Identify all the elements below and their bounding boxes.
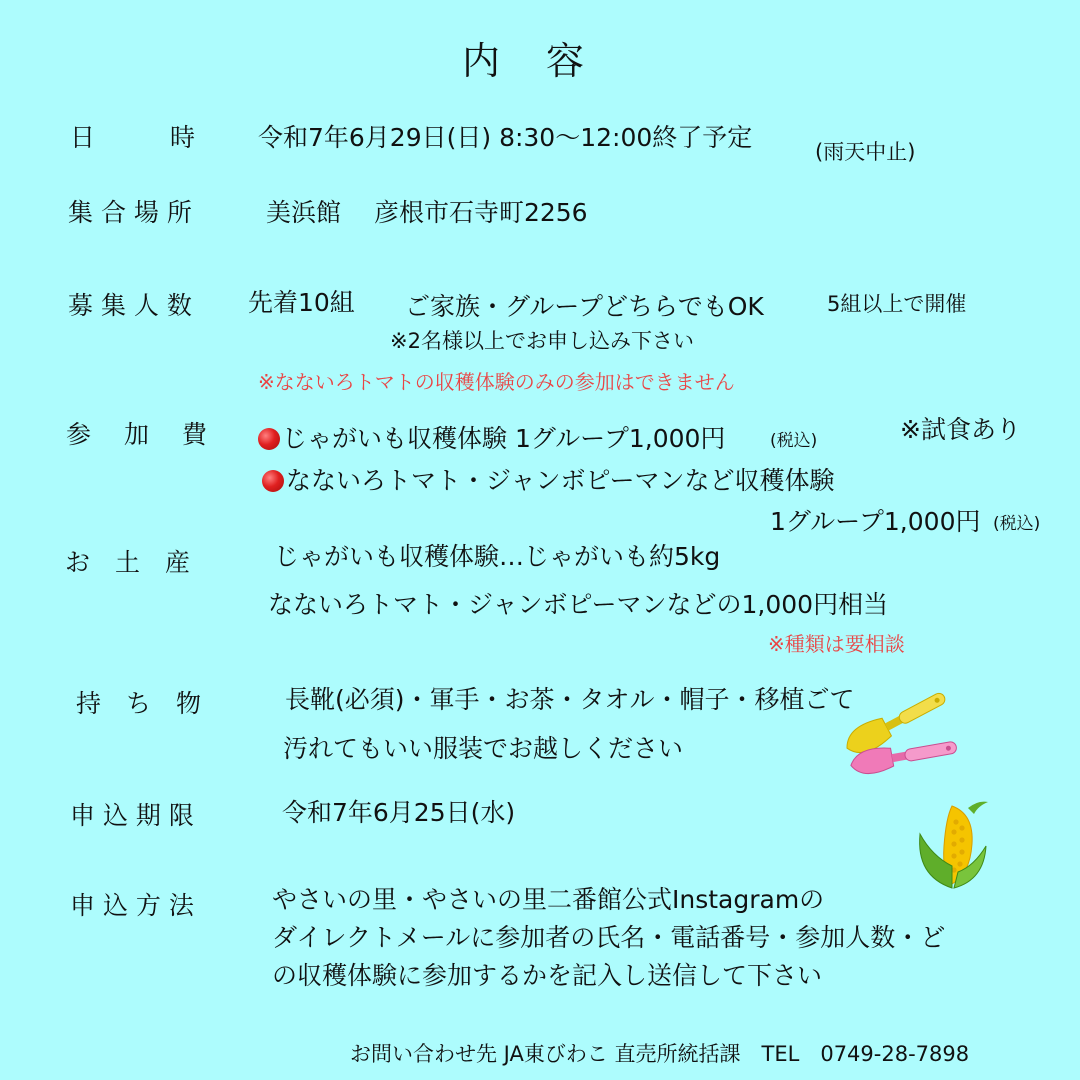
schedule-label: 日 時 xyxy=(70,123,196,152)
capacity-label: 募 集 人 数 xyxy=(68,291,192,320)
fee-label: 参 加 費 xyxy=(66,420,207,449)
page-title: 内 容 xyxy=(462,39,589,83)
deadline-label: 申 込 期 限 xyxy=(70,801,194,830)
fee-item2-price: 1グループ1,000円 xyxy=(770,507,981,536)
method-line1: やさいの里・やさいの里二番館公式Instagramの xyxy=(272,885,825,914)
capacity-groups: ご家族・グループどちらでもOK xyxy=(405,292,764,321)
contact-info: お問い合わせ先 JA東びわこ 直売所統括課 TEL 0749-28-7898 xyxy=(350,1042,970,1066)
schedule-note: (雨天中止) xyxy=(815,140,916,164)
capacity-note: ※2名様以上でお申し込み下さい xyxy=(390,329,694,353)
belongings-line2: 汚れてもいい服装でお越しください xyxy=(283,734,684,763)
belongings-line1: 長靴(必須)・軍手・お茶・タオル・帽子・移植ごて xyxy=(285,685,855,714)
belongings-label: 持 ち 物 xyxy=(76,689,202,718)
souvenir-line1: じゃがいも収穫体験…じゃがいも約5kg xyxy=(274,542,721,571)
souvenir-note: ※種類は要相談 xyxy=(768,632,905,656)
deadline-value: 令和7年6月25日(水) xyxy=(282,798,516,827)
capacity-warning: ※なないろトマトの収穫体験のみの参加はできません xyxy=(258,370,735,394)
fee-item2-tax: (税込) xyxy=(993,514,1041,534)
fee-item1-text: じゃがいも収穫体験 1グループ1,000円 xyxy=(282,424,726,453)
fee-item1 xyxy=(258,419,725,455)
venue-value: 美浜館 彦根市石寺町2256 xyxy=(266,198,588,227)
trowel-icon xyxy=(830,680,970,780)
corn-icon xyxy=(912,796,992,891)
red-bullet-icon xyxy=(258,428,280,450)
schedule-value: 令和7年6月29日(日) 8:30〜12:00終了予定 xyxy=(258,123,753,152)
venue-label: 集 合 場 所 xyxy=(68,198,192,227)
fee-tasting: ※試食あり xyxy=(900,415,1021,444)
method-line2: ダイレクトメールに参加者の氏名・電話番号・参加人数・ど xyxy=(272,923,946,952)
red-bullet-icon xyxy=(262,470,284,492)
method-label: 申 込 方 法 xyxy=(70,891,194,920)
fee-item2 xyxy=(262,461,835,497)
fee-item2-text: なないろトマト・ジャンボピーマンなど収穫体験 xyxy=(286,466,835,495)
fee-item1-tax: (税込) xyxy=(770,431,818,451)
capacity-value: 先着10組 xyxy=(248,288,355,317)
method-line3: の収穫体験に参加するかを記入し送信して下さい xyxy=(272,961,823,990)
souvenir-label: お 土 産 xyxy=(65,548,191,577)
souvenir-line2: なないろトマト・ジャンボピーマンなどの1,000円相当 xyxy=(268,590,889,619)
capacity-minimum: 5組以上で開催 xyxy=(827,292,967,316)
